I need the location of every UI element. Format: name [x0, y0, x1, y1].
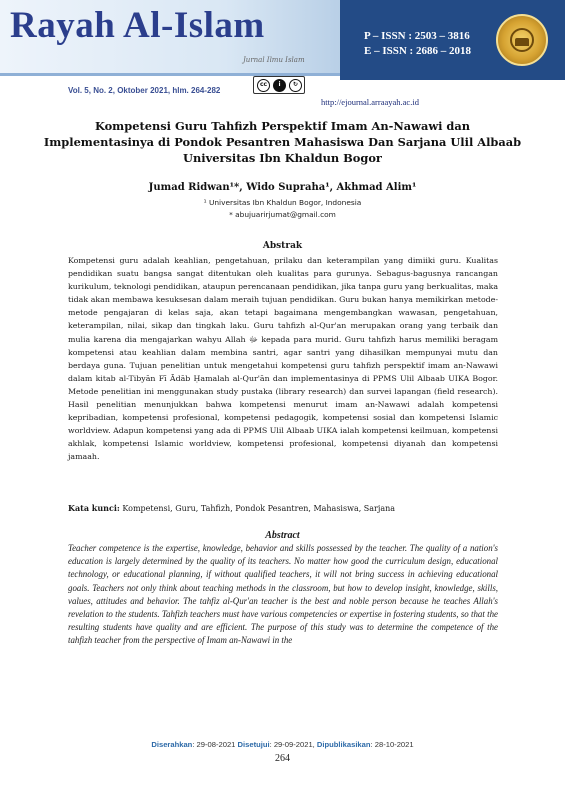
- by-icon: i: [273, 79, 286, 92]
- abstract-heading: Abstract: [265, 530, 300, 541]
- sa-icon: ↻: [289, 79, 302, 92]
- article-authors: Jumad Ridwan¹*, Wido Supraha¹, Akhmad Alim¹: [148, 182, 417, 193]
- author-email[interactable]: * abujuarirjumat@gmail.com: [229, 210, 336, 219]
- university-seal-icon: [496, 14, 548, 66]
- issn-electronic: E – ISSN : 2686 – 2018: [364, 45, 471, 57]
- issn-print: P – ISSN : 2503 – 3816: [364, 30, 470, 42]
- accepted-date: : 29-09-2021,: [269, 740, 315, 749]
- keywords: [68, 503, 498, 513]
- abstrak-body: [68, 254, 498, 464]
- journal-title: Rayah Al-Islam: [10, 5, 265, 46]
- article-title: Kompetensi Guru Tahfizh Perspektif Imam An-Nawawi dan Implementasinya di Pondok Pesantren Mahasiswa Dan Sarjana Ulil Albaab Universitas Ibn Khaldun Bogor: [43, 119, 522, 165]
- journal-url-link[interactable]: http://ejournal.arraayah.ac.id: [321, 97, 419, 107]
- cc-icon: cc: [257, 79, 270, 92]
- received-label: Diserahkan: [151, 740, 193, 749]
- published-label: Dipublikasikan: [316, 740, 371, 749]
- abstract-body: Teacher competence is the expertise, knowledge, behavior and skills possessed by the teacher. The quality of a nation's education is largely determined by the quality of its teachers. No matter how good the curriculum design, educational technology, or educational planning, if without qualified teachers, it will not bring success in achieving educational goals. Teachers not only think about teaching methods in the classroom, but how to develop insight, knowledge, skills, values, attitudes and behavior. The tahfiz al-Qur'an teacher is the best and noble person because he teaches Allah's revelation to the students. Tahfizh teachers must have various competencies or expertise in fostering students, so that the resulting students have quality and are efficient. The purpose of this study was to determine the competence of the tahfizh teacher from the perspective of Imam an-Nawawi in the: [68, 543, 498, 646]
- abstrak-text: Kompetensi guru adalah keahlian, pengetahuan, prilaku dan keterampilan yang dimiiki guru. Kualitas pendidikan suatu bangsa sangat ditentukan oleh kualitas para gurunya. Sebagus-bagusnya rancangan kurikulum, teknologi pendidikan, ataupun perencanaan pendidikan, jika tanpa guru yang berkualitas, maka tidak akan membawa kesuksesan dalam meraih tujuan pendidikan. Guru bukan hanya memikirkan metode-metode pengajaran di kelas saja, akan tetapi bagaimana mengembangkan wawasan, pengetahuan, keterampilan, nilai, sikap dan tingkah laku. Guru tahfizh al-Qur'an merupakan orang yang terbaik dan mulia karena dia mengajarkan wahyu Allah ﷻ kepada para murid. Guru tahfizh harus memiliki beragam kompetensi atau keahlian dalam membina santri, agar santri yang dihasilkan mempunyai mutu dan berdaya guna. Tujuan penelitian untuk mengetahui kompetensi guru tahfizh perspektif imam an-Nawawi dalam kitab al-Tibyān Fī Ādāb Ḥamalah al-Qur'ān dan implementasinya di PPMS Ulil Albaab UIKA Bogor. Metode penelitian ini menggunakan study pustaka (library research) dan survei lapangan (field research). Hasil penelitian menunjukkan bahwa kompetensi menurut imam an-Nawawi adalah kompetensi kepribadian, kompetensi profesional, kompetensi pedagogik, kompetensi sosial dan kompetensi Islamic worldview. Adapun kompetensi yang ada di PPMS Ulil Albaab UIKA ialah kompetensi keilmuan, kompetensi akhlak, kompetensi Islamic worldview, kompetensi profesional, kompetensi diyanah dan kompetensi jamaah.: [68, 256, 499, 462]
- page-number: 264: [275, 753, 290, 764]
- abstrak-heading: Abstrak: [262, 241, 303, 251]
- seal-book-icon: [515, 38, 529, 46]
- cc-license-icon[interactable]: [253, 76, 305, 94]
- volume-info: Vol. 5, No. 2, Oktober 2021, hlm. 264-282: [68, 86, 221, 95]
- publication-dates: [40, 740, 525, 749]
- accepted-label: Disetujui: [237, 740, 270, 749]
- keywords-label: Kata kunci:: [68, 503, 120, 513]
- journal-subtitle: Jurnal Ilmu Islam: [243, 56, 305, 64]
- author-affiliation: ¹ Universitas Ibn Khaldun Bogor, Indonesia: [203, 198, 362, 207]
- keywords-list: Kompetensi, Guru, Tahfizh, Pondok Pesantren, Mahasiswa, Sarjana: [122, 504, 396, 513]
- published-date: : 28-10-2021: [370, 740, 414, 749]
- issn-panel: [340, 0, 565, 80]
- received-date: : 29-08-2021: [192, 740, 236, 749]
